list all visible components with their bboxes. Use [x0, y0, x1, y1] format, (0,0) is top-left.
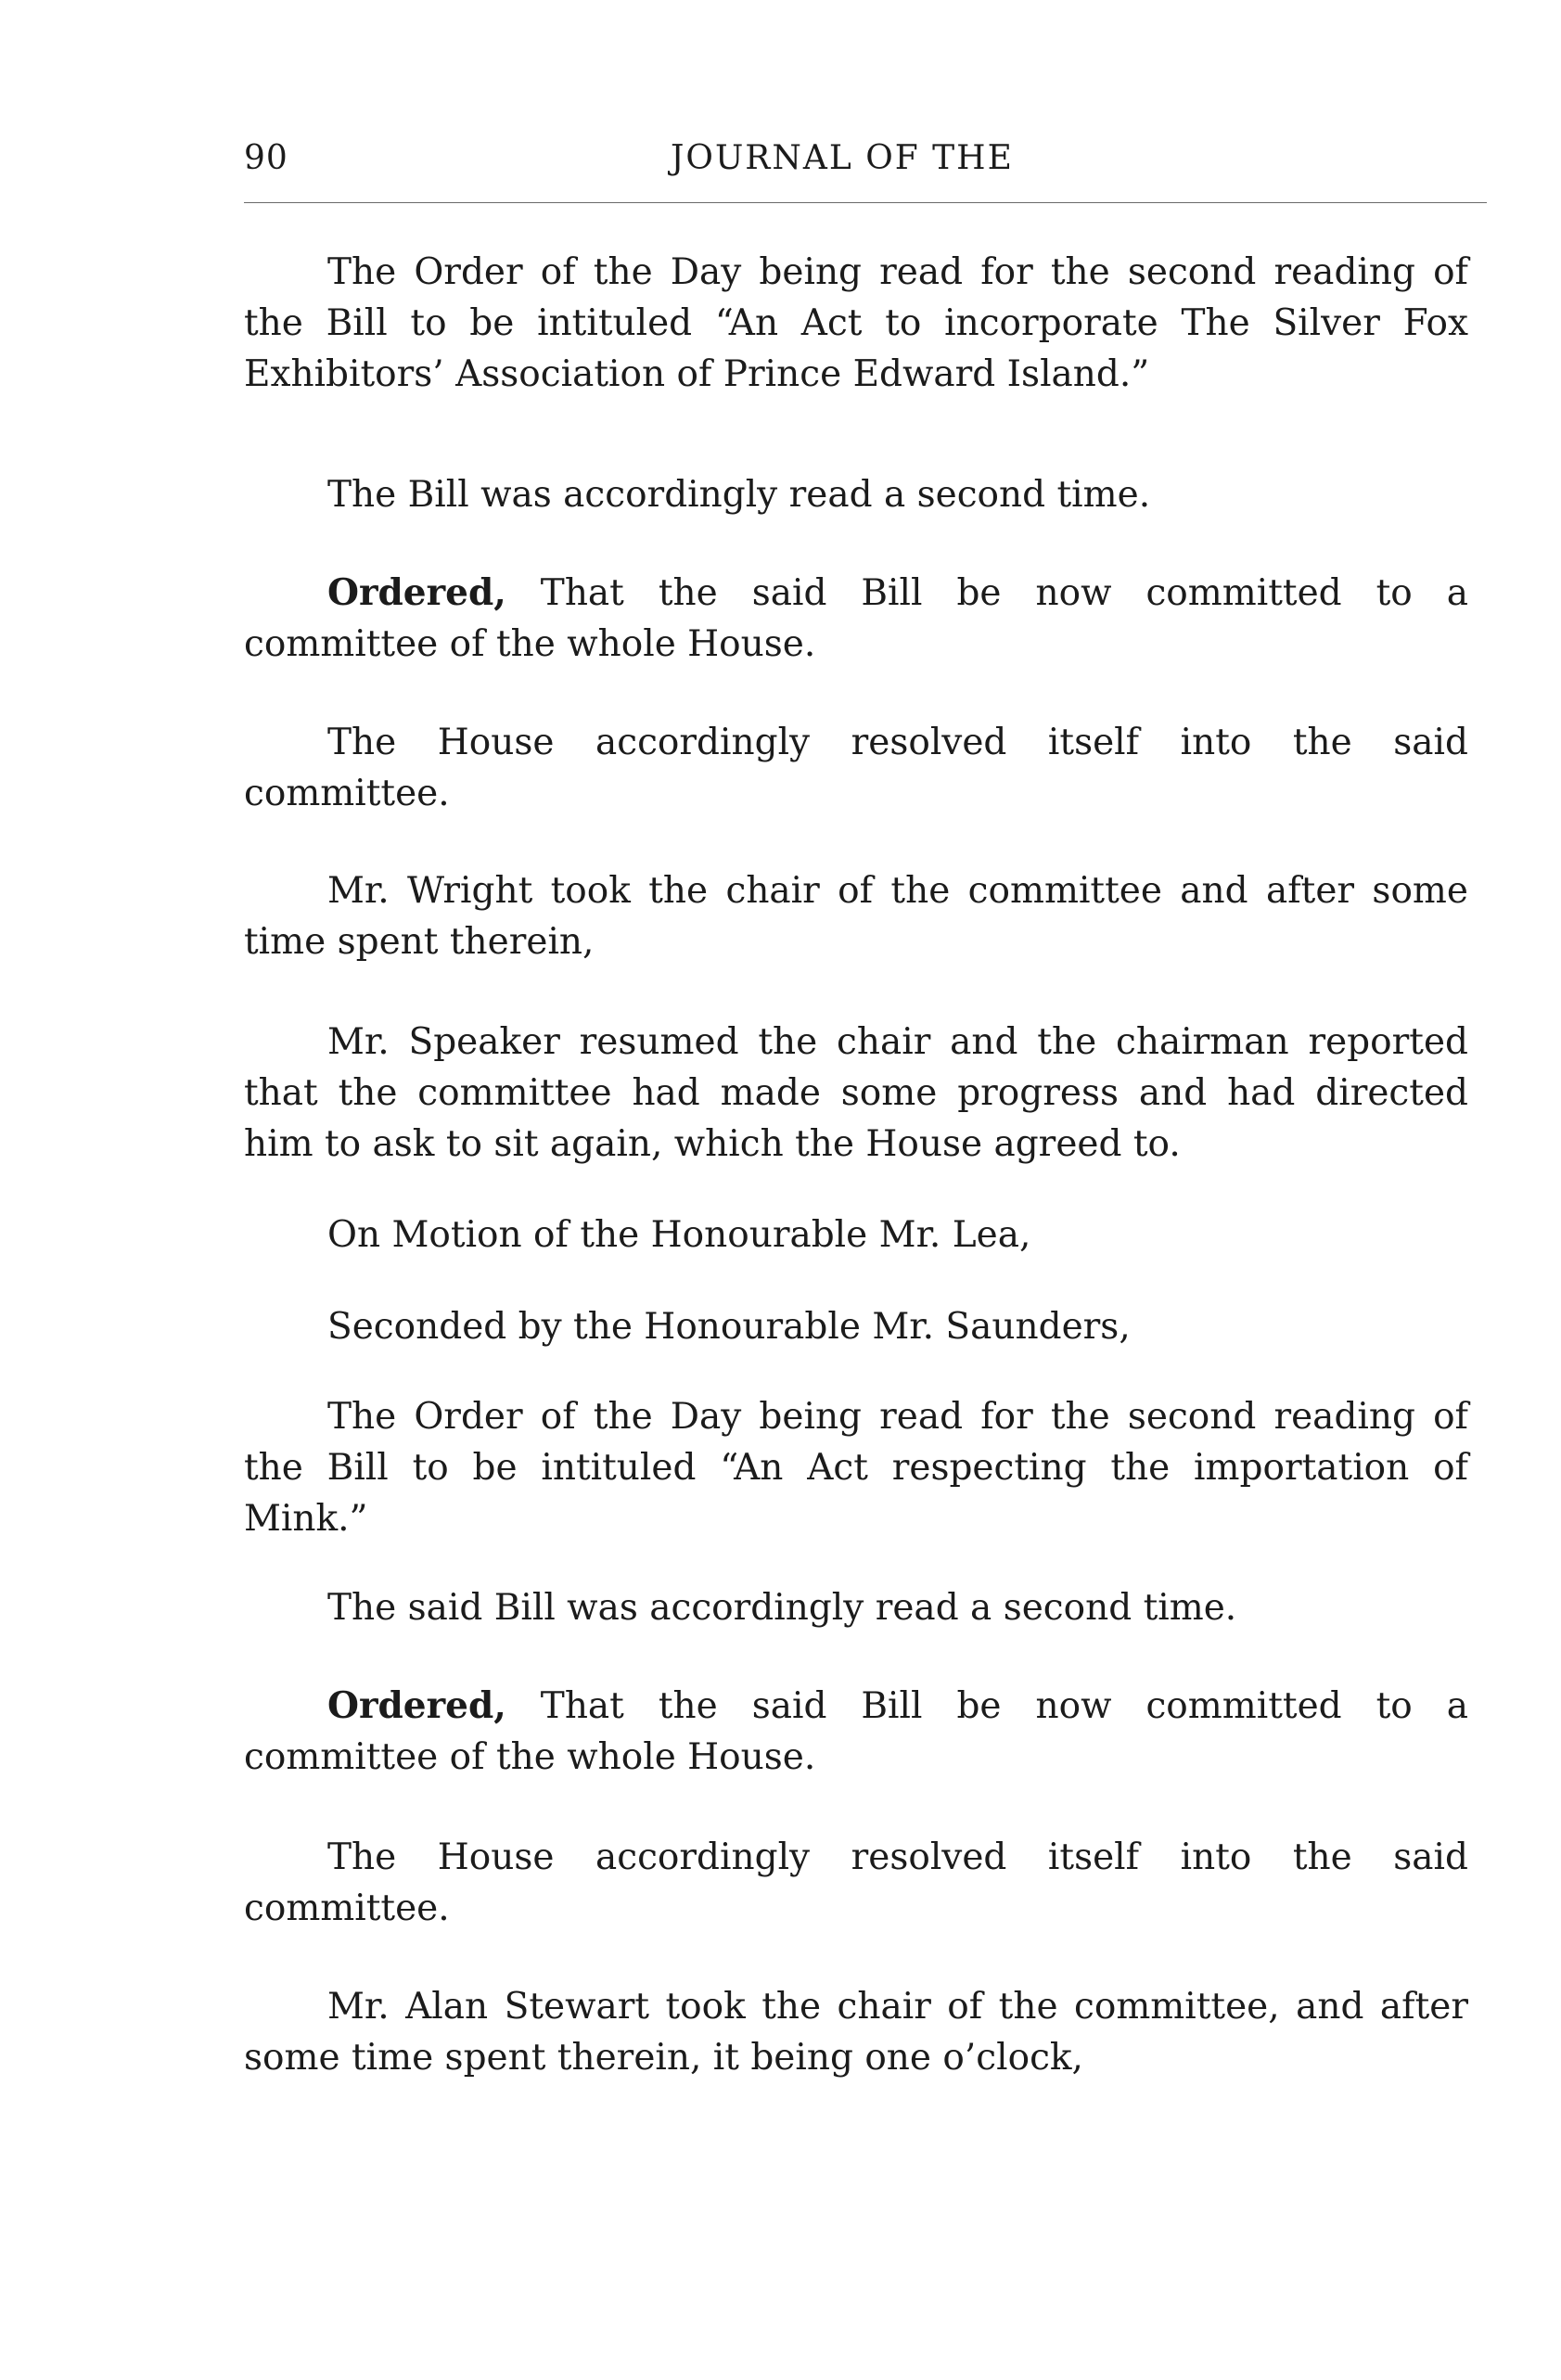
- paragraph-house-resolved-mink: [244, 1832, 1468, 1934]
- ordered-lead: Ordered,: [327, 1684, 506, 1727]
- paragraph-text: The said Bill was accordingly read a second time.: [327, 1587, 1237, 1629]
- paragraph-house-resolved: [244, 717, 1468, 819]
- paragraph-stewart-chair: [244, 1981, 1468, 2083]
- paragraph-text: On Motion of the Honourable Mr. Lea,: [327, 1214, 1031, 1256]
- paragraph-speaker-resumed: [244, 1017, 1468, 1170]
- paragraph-text: The Order of the Day being read for the second reading of the Bill to be intituled “An Act to incorporate The Silver Fox Exhibitors’ Association of Prince Edward Island.”: [244, 251, 1468, 395]
- paragraph-second-reading-mink: [244, 1582, 1468, 1633]
- running-head: JOURNAL OF THE: [671, 139, 1014, 177]
- paragraph-order-of-day-mink: [244, 1391, 1468, 1544]
- paragraph-text: The Bill was accordingly read a second time.: [327, 474, 1151, 516]
- paragraph-text: The House accordingly resolved itself into the said committee.: [244, 722, 1468, 814]
- paragraph-text: That the said Bill be now committed to a committee of the whole House.: [244, 572, 1468, 665]
- paragraph-text: Mr. Wright took the chair of the committee and after some time spent therein,: [244, 870, 1468, 963]
- paragraph-text: The Order of the Day being read for the second reading of the Bill to be intituled “An Act respecting the importation of Mink.”: [244, 1396, 1468, 1540]
- ordered-lead: Ordered,: [327, 571, 506, 614]
- paragraph-ordered-committed-mink: [244, 1681, 1468, 1783]
- paragraph-text: That the said Bill be now committed to a committee of the whole House.: [244, 1685, 1468, 1778]
- paragraph-text: Mr. Speaker resumed the chair and the chairman reported that the committee had made some progress and had directed him to ask to sit again, which the House agreed to.: [244, 1021, 1468, 1165]
- paragraph-order-of-day-silver-fox: [244, 247, 1468, 400]
- paragraph-wright-chair: [244, 865, 1468, 967]
- paragraph-motion-lea: [244, 1209, 1468, 1260]
- paragraph-text: The House accordingly resolved itself into the said committee.: [244, 1836, 1468, 1929]
- paragraph-seconded-saunders: [244, 1301, 1468, 1352]
- paragraph-ordered-committed: [244, 568, 1468, 670]
- paragraph-second-reading: [244, 469, 1468, 520]
- paragraph-text: Seconded by the Honourable Mr. Saunders,: [327, 1306, 1131, 1348]
- header-rule: [244, 202, 1487, 203]
- page-number: 90: [244, 139, 288, 177]
- page-header: [244, 139, 1487, 195]
- paragraph-text: Mr. Alan Stewart took the chair of the committee, and after some time spent therein, it being one o’clock,: [244, 1986, 1468, 2079]
